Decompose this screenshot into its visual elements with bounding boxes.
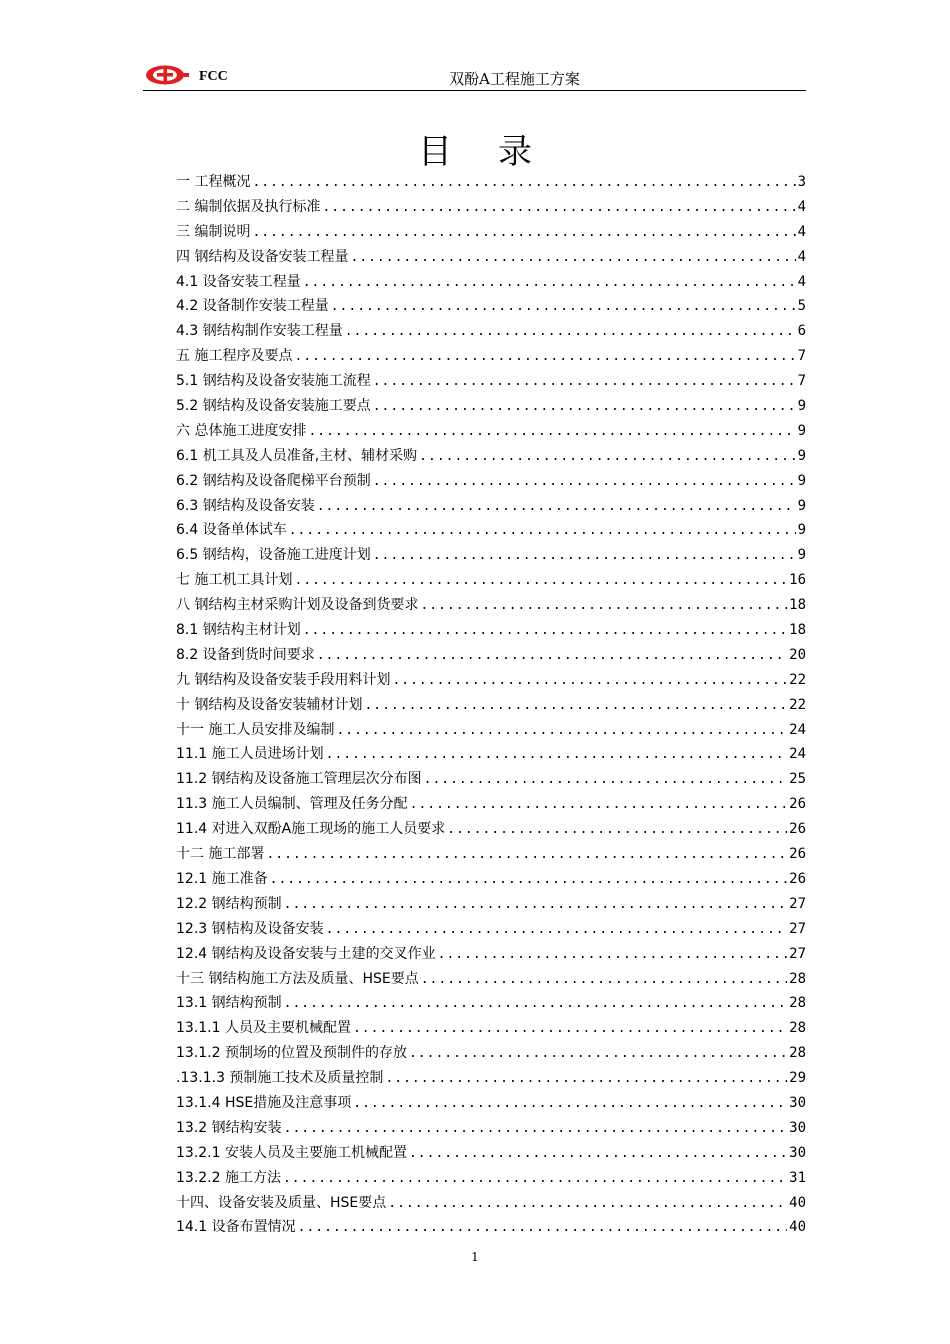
toc-entry[interactable] [176, 294, 806, 319]
toc-entry-page: 6 [797, 323, 806, 340]
toc-entry-page: 3 [797, 174, 806, 190]
toc-entry-label: 三 编制说明 [176, 223, 251, 240]
toc-entry-label: 12.4 钢结构及设备安装与土建的交叉作业 [176, 945, 436, 962]
toc-entry[interactable] [176, 1215, 806, 1240]
toc-entry[interactable] [176, 792, 806, 817]
toc-entry[interactable] [176, 494, 806, 519]
toc-leader-dots [385, 1067, 787, 1091]
toc-entry[interactable] [176, 693, 806, 718]
toc-leader-dots [270, 868, 788, 892]
toc-entry-page: 7 [797, 348, 806, 365]
toc-entry-page: 25 [789, 771, 806, 788]
toc-entry[interactable] [176, 991, 806, 1016]
toc-leader-dots [284, 1117, 788, 1141]
toc-leader-dots [284, 893, 788, 917]
toc-entry[interactable] [176, 917, 806, 942]
toc-entry-page: 9 [797, 447, 806, 464]
toc-entry[interactable] [176, 742, 806, 767]
toc-entry-label: 十三 钢结构施工方法及质量、HSE要点 [176, 970, 419, 987]
toc-entry-label: 十二 施工部署 [176, 846, 265, 863]
toc-entry-page: 28 [789, 970, 806, 987]
toc-entry-page: 18 [789, 622, 806, 639]
toc-entry-label: 5.2 钢结构及设备安装施工要点 [176, 398, 371, 415]
toc-entry-page: 27 [789, 895, 806, 912]
toc-entry-page: 26 [789, 846, 806, 863]
toc-entry-label: 九 钢结构及设备安装手段用料计划 [176, 671, 391, 688]
toc-entry[interactable] [176, 369, 806, 394]
toc-entry[interactable] [176, 867, 806, 892]
toc-entry[interactable] [176, 643, 806, 668]
toc-entry[interactable] [176, 618, 806, 643]
toc-leader-dots [410, 793, 788, 817]
toc-entry-page: 30 [789, 1144, 806, 1161]
toc-entry-label: 七 施工机工具计划 [176, 572, 293, 589]
toc-entry-page: 18 [789, 597, 806, 614]
toc-entry-page: 27 [789, 920, 806, 937]
toc-entry[interactable] [176, 1166, 806, 1191]
page-header [143, 62, 806, 91]
toc-entry[interactable] [176, 568, 806, 593]
toc-leader-dots [322, 196, 795, 220]
toc-entry-page: 40 [789, 1194, 806, 1211]
toc-entry[interactable] [176, 270, 806, 295]
toc-leader-dots [283, 1167, 787, 1191]
toc-entry-label: 6.3 钢结构及设备安装 [176, 497, 315, 514]
toc-entry[interactable] [176, 1016, 806, 1041]
toc-entry-page: 4 [797, 273, 806, 290]
toc-entry-page: 9 [797, 472, 806, 489]
document-title: 双酚A工程施工方案 [449, 70, 580, 88]
toc-entry-page: 29 [789, 1070, 806, 1087]
toc-entry-label: 6.1 机工具及人员准备,主材、辅材采购 [176, 447, 418, 464]
toc-entry-page: 28 [789, 995, 806, 1012]
toc-leader-dots [373, 470, 796, 494]
toc-entry-page: 22 [789, 696, 806, 713]
toc-entry-label: 十 钢结构及设备安装辅材计划 [176, 696, 363, 713]
toc-entry-page: 4 [797, 248, 806, 265]
toc-entry[interactable] [176, 1116, 806, 1141]
toc-entry-label: 11.1 施工人员进场计划 [176, 746, 324, 763]
toc-entry-page: 27 [789, 945, 806, 962]
toc-entry-page: 28 [789, 1020, 806, 1037]
toc-heading: 目录 [418, 132, 578, 172]
toc-entry-label: 11.2 钢结构及设备施工管理层次分布图 [176, 771, 422, 788]
toc-entry[interactable] [176, 419, 806, 444]
toc-entry-label: 11.4 对进入双酚A施工现场的施工人员要求 [176, 821, 446, 838]
toc-entry[interactable] [176, 767, 806, 792]
toc-entry-label: 五 施工程序及要点 [176, 348, 293, 365]
toc-entry-page: 9 [797, 522, 806, 539]
toc-entry[interactable] [176, 668, 806, 693]
toc-leader-dots [294, 345, 795, 369]
toc-leader-dots [364, 694, 787, 718]
toc-entry[interactable] [176, 245, 806, 270]
toc-entry[interactable] [176, 967, 806, 992]
toc-entry-page: 30 [789, 1094, 806, 1111]
toc-entry[interactable] [176, 1091, 806, 1116]
toc-entry-label: 12.3 钢桔构及设备安装 [176, 920, 324, 937]
toc-entry-page: 26 [789, 821, 806, 838]
toc-entry-label: 5.1 钢结构及设备安装施工流程 [176, 373, 371, 390]
toc-leader-dots [331, 295, 796, 319]
toc-leader-dots [289, 519, 796, 543]
toc-entry-page: 26 [789, 796, 806, 813]
toc-entry-label: 13.2 钢结构安装 [176, 1119, 282, 1136]
toc-leader-dots [266, 843, 787, 867]
toc-entry[interactable] [176, 1141, 806, 1166]
toc-entry-label: 八 钢结构主材采购计划及设备到货要求 [176, 597, 419, 614]
toc-entry-label: 一 工程概况 [176, 174, 251, 190]
toc-entry-label: 4.1 设备安装工程量 [176, 273, 301, 290]
toc-entry-page: 7 [797, 373, 806, 390]
toc-leader-dots [373, 544, 796, 568]
toc-leader-dots [317, 644, 787, 668]
toc-entry-page: 5 [797, 298, 806, 315]
toc-entry[interactable] [176, 892, 806, 917]
toc-leader-dots [294, 569, 787, 593]
toc-entry-page: 40 [789, 1219, 806, 1236]
toc-entry-page: 24 [789, 721, 806, 738]
toc-entry[interactable] [176, 1066, 806, 1091]
toc-entry-label: 12.2 钢结构预制 [176, 895, 282, 912]
toc-entry-label: 6.4 设备单体试车 [176, 522, 287, 539]
company-name: FCC [199, 69, 228, 84]
toc-entry-page: 9 [797, 398, 806, 415]
toc-entry-page: 31 [789, 1169, 806, 1186]
toc-entry-label: 11.3 施工人员编制、管理及任务分配 [176, 796, 408, 813]
toc-entry[interactable] [176, 444, 806, 469]
toc-leader-dots [438, 943, 788, 967]
toc-entry[interactable] [176, 543, 806, 568]
toc-leader-dots [373, 370, 796, 394]
toc-leader-dots [420, 594, 787, 618]
toc-leader-dots [308, 420, 795, 444]
toc-entry-page: 16 [789, 572, 806, 589]
toc-entry-label: 6.2 钢结构及设备爬梯平台预制 [176, 472, 371, 489]
toc-entry[interactable] [176, 942, 806, 967]
toc-entry-label: 十一 施工人员安排及编制 [176, 721, 335, 738]
toc-leader-dots [447, 818, 787, 842]
toc-entry-label: 8.2 设备到货时间要求 [176, 646, 315, 663]
toc-entry-page: 9 [797, 547, 806, 564]
toc-entry-label: 13.1.1 人员及主要机械配置 [176, 1020, 351, 1037]
toc-entry[interactable] [176, 344, 806, 369]
toc-entry-label: 14.1 设备布置情况 [176, 1219, 296, 1236]
toc-entry-page: 4 [797, 223, 806, 240]
toc-entry-label: 12.1 施工准备 [176, 870, 268, 887]
toc-leader-dots [353, 1017, 787, 1041]
toc-leader-dots [326, 743, 788, 767]
toc-leader-dots [317, 495, 796, 519]
toc-entry-label: 二 编制依据及执行标准 [176, 198, 321, 215]
toc-entry-page: 9 [797, 422, 806, 439]
toc-entry-label: 13.1.4 HSE措施及注意事项 [176, 1094, 352, 1111]
toc-leader-dots [326, 918, 788, 942]
toc-leader-dots [409, 1142, 787, 1166]
toc-entry-label: 4.3 钢结构制作安装工程量 [176, 323, 343, 340]
toc-entry-label: 6.5 钢结构，设备施工进度计划 [176, 547, 371, 564]
toc-entry-label: 四 钢结构及设备安装工程量 [176, 248, 349, 265]
toc-entry-page: 20 [789, 646, 806, 663]
toc-entry[interactable] [176, 319, 806, 344]
toc-entry-page: 30 [789, 1119, 806, 1136]
toc-leader-dots [421, 968, 787, 992]
toc-entry[interactable] [176, 518, 806, 543]
toc-leader-dots [350, 246, 795, 270]
toc-leader-dots [409, 1042, 787, 1066]
toc-entry[interactable] [176, 220, 806, 245]
toc-leader-dots [284, 992, 788, 1016]
toc-leader-dots [345, 320, 796, 344]
toc-entry[interactable] [176, 394, 806, 419]
toc-entry[interactable] [176, 593, 806, 618]
toc-entry-page: 24 [789, 746, 806, 763]
page-number: 1 [471, 1250, 479, 1264]
table-of-contents [176, 170, 806, 1240]
toc-entry-label: 13.2.1 安装人员及主要施工机械配置 [176, 1144, 407, 1161]
toc-entry-label: 十四、设备安装及质量、HSE要点 [176, 1194, 387, 1211]
toc-entry-page: 26 [789, 870, 806, 887]
toc-leader-dots [392, 669, 787, 693]
toc-entry-page: 4 [797, 198, 806, 215]
toc-leader-dots [373, 395, 796, 419]
toc-entry[interactable] [176, 1191, 806, 1216]
toc-leader-dots [303, 619, 787, 643]
toc-entry[interactable] [176, 817, 806, 842]
toc-entry[interactable] [176, 195, 806, 220]
toc-leader-dots [252, 221, 795, 245]
toc-entry-label: 13.2.2 施工方法 [176, 1169, 281, 1186]
toc-leader-dots [298, 1216, 788, 1240]
toc-entry[interactable] [176, 170, 806, 195]
toc-entry-label: 13.1 钢结构预制 [176, 995, 282, 1012]
toc-entry-label: 4.2 设备制作安装工程量 [176, 298, 329, 315]
toc-entry-page: 9 [797, 497, 806, 514]
toc-leader-dots [336, 719, 787, 743]
toc-entry-page: 28 [789, 1045, 806, 1062]
toc-leader-dots [419, 445, 795, 469]
toc-entry[interactable] [176, 1041, 806, 1066]
toc-leader-dots [388, 1192, 787, 1216]
toc-entry[interactable] [176, 842, 806, 867]
toc-leader-dots [424, 768, 788, 792]
toc-entry[interactable] [176, 718, 806, 743]
toc-leader-dots [353, 1092, 787, 1116]
toc-entry[interactable] [176, 469, 806, 494]
toc-entry-label: 13.1.2 预制场的位置及预制件的存放 [176, 1045, 407, 1062]
toc-leader-dots [252, 171, 795, 195]
toc-entry-page: 22 [789, 671, 806, 688]
toc-entry-label: 六 总体施工进度安排 [176, 422, 307, 439]
toc-leader-dots [303, 271, 796, 295]
toc-entry-label: .13.1.3 预制施工技术及质量控制 [176, 1070, 384, 1087]
toc-entry-label: 8.1 钢结构主材计划 [176, 622, 301, 639]
